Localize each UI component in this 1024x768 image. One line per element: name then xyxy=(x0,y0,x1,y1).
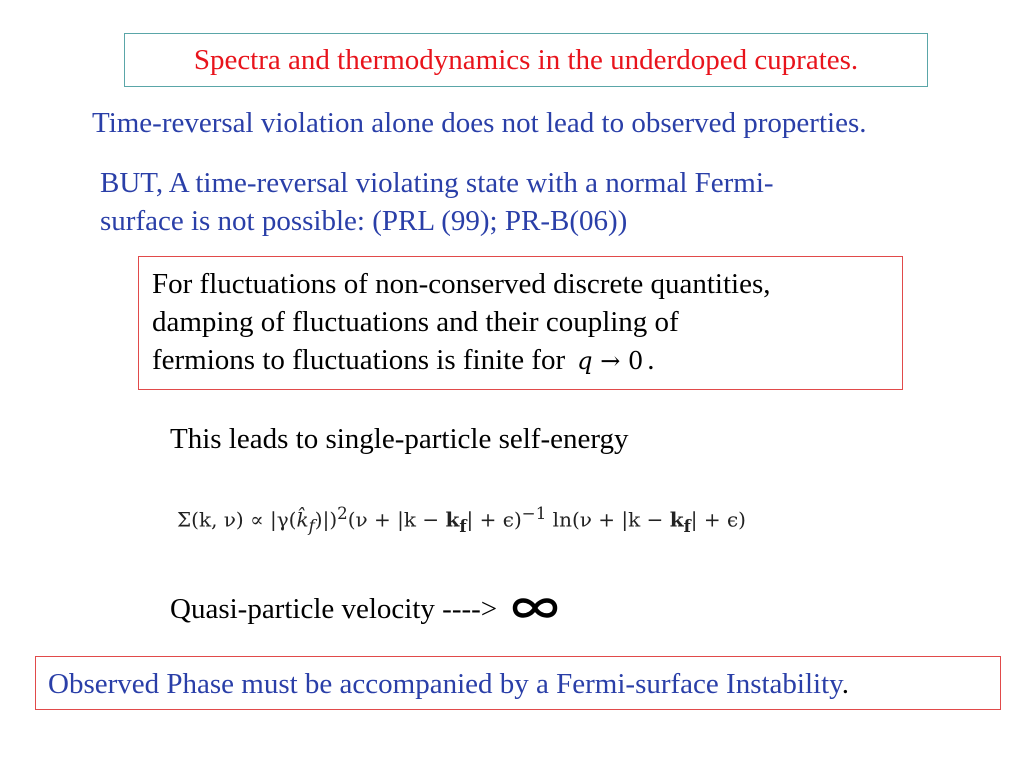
sigma-mid3: | + ϵ) xyxy=(466,507,522,532)
sigma-mid5: | + ϵ) xyxy=(690,507,746,532)
conclusion-box xyxy=(35,656,1001,710)
self-energy-text: This leads to single-particle self-energy xyxy=(170,423,629,455)
sigma-mid2: (ν + |k − xyxy=(347,507,446,532)
sigma-kf-sub-2: f xyxy=(683,515,691,536)
statement-fermi-surface-line2: surface is not possible: (PRL (99); PR-B(06)) xyxy=(100,205,628,237)
slide-title: Spectra and thermodynamics in the underdoped cuprates. xyxy=(124,33,928,87)
q-to-zero-formula xyxy=(565,347,647,375)
fluctuation-box xyxy=(138,256,903,390)
statement-time-reversal: Time-reversal violation alone does not lead to observed properties. xyxy=(92,107,867,139)
fluctuation-line1: For fluctuations of non-conserved discrete quantities, xyxy=(152,268,771,300)
sigma-kf-2: k xyxy=(669,507,684,532)
velocity-text: Quasi-particle velocity ----> xyxy=(170,593,498,625)
sigma-k-hat: k̂ xyxy=(296,507,309,532)
sigma-f-sub: f xyxy=(308,516,315,536)
velocity-line xyxy=(170,590,560,632)
sigma-square: 2 xyxy=(337,504,348,523)
conclusion-period: . xyxy=(841,668,850,700)
formula-arrow: → xyxy=(600,347,621,375)
statement-fermi-surface xyxy=(100,164,774,240)
sigma-kf-sub: f xyxy=(459,515,467,536)
self-energy-formula xyxy=(177,496,746,545)
sigma-minus-one: −1 xyxy=(521,504,547,523)
fluctuation-line3-text: fermions to fluctuations is finite for xyxy=(152,344,566,376)
sigma-kf: k xyxy=(445,507,460,532)
statement-fermi-surface-line1: BUT, A time-reversal violating state with a normal Fermi- xyxy=(100,167,774,199)
infinity-icon xyxy=(510,594,560,632)
fluctuation-line3-end: . xyxy=(647,344,655,376)
sigma-mid4: ln(ν + |k − xyxy=(546,507,670,532)
conclusion-text: Observed Phase must be accompanied by a Fermi-surface Instability xyxy=(48,668,842,700)
formula-zero: 0 xyxy=(627,347,644,375)
fluctuation-line2: damping of fluctuations and their coupling of xyxy=(152,306,679,338)
sigma-lhs: Σ(k, ν) ∝ |γ( xyxy=(177,507,297,532)
fluctuation-line3 xyxy=(152,341,902,380)
formula-q: q xyxy=(577,347,593,375)
sigma-mid1: )|) xyxy=(314,507,338,532)
